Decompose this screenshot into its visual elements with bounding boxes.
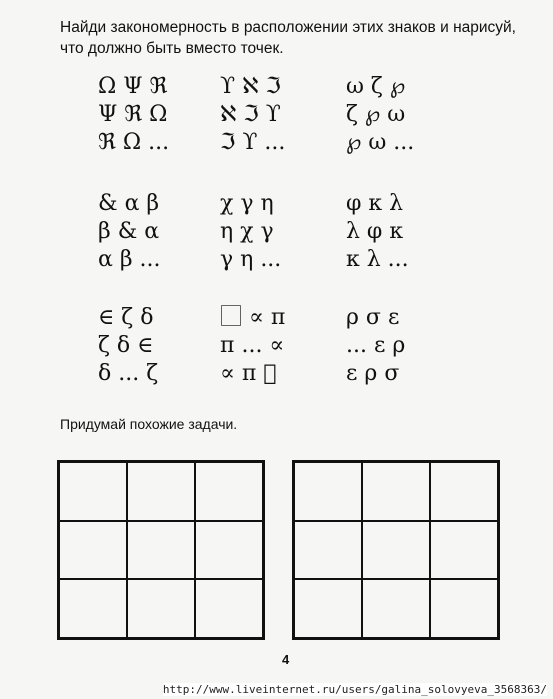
puzzle-8 <box>220 304 285 388</box>
grid-cell[interactable] <box>294 462 362 521</box>
puzzle-row: ℑ ϒ ... <box>220 130 286 155</box>
prompt-text: Придумай похожие задачи. <box>60 416 238 432</box>
answer-grid-left[interactable] <box>57 460 265 640</box>
grid-cell[interactable] <box>195 462 263 521</box>
grid-cell[interactable] <box>59 521 127 580</box>
puzzle-row: ∈ ζ δ <box>98 305 154 330</box>
puzzle-7 <box>98 304 158 388</box>
grid-cell[interactable] <box>127 521 195 580</box>
puzzle-row: α β ... <box>98 247 161 272</box>
puzzle-row: ... ε ρ <box>346 333 406 358</box>
puzzle-row: ⃞ ∝ π <box>220 305 286 330</box>
puzzle-row: ζ ℘ ω <box>346 102 406 127</box>
puzzle-row: Ω Ψ ℜ <box>98 74 168 99</box>
puzzle-row: ρ σ ε <box>346 305 400 330</box>
puzzle-row: γ η ... <box>220 247 282 272</box>
puzzle-row: ζ δ ∈ <box>98 333 154 358</box>
grid-cell[interactable] <box>127 579 195 638</box>
puzzle-row: η χ γ <box>220 219 274 244</box>
grid-cell[interactable] <box>59 579 127 638</box>
answer-grid-right[interactable] <box>292 460 500 640</box>
puzzle-row: φ κ λ <box>346 191 404 216</box>
puzzle-row: ω ζ ℘ <box>346 74 406 99</box>
grid-cell[interactable] <box>362 521 430 580</box>
puzzle-6 <box>346 190 409 274</box>
grid-cell[interactable] <box>362 579 430 638</box>
puzzle-9 <box>346 304 405 388</box>
puzzle-row: π ... ∝ <box>220 333 285 358</box>
puzzle-row: ℵ ℑ ϒ <box>220 102 281 127</box>
grid-cell[interactable] <box>195 579 263 638</box>
grid-cell[interactable] <box>430 521 498 580</box>
page-number: 4 <box>282 652 290 667</box>
grid-cell[interactable] <box>294 521 362 580</box>
puzzle-row: κ λ ... <box>346 247 409 272</box>
puzzle-row: χ γ η <box>220 191 274 216</box>
puzzle-row: ε ρ σ <box>346 361 400 386</box>
grid-cell[interactable] <box>195 521 263 580</box>
grid-cell[interactable] <box>430 579 498 638</box>
puzzle-1 <box>98 73 169 157</box>
puzzle-3 <box>346 73 414 157</box>
instruction-text: Найди закономерность в расположении этих знаков и нарисуй, что должно быть вместо точек. <box>60 19 516 57</box>
puzzle-row: ϒ ℵ ℑ <box>220 74 281 99</box>
puzzle-row: Ψ ℜ Ω <box>98 102 168 127</box>
grid-cell[interactable] <box>59 462 127 521</box>
footer-url[interactable]: http://www.liveinternet.ru/users/galina_solovyeva_3568363/ <box>162 683 547 696</box>
puzzle-row: & α β <box>98 191 160 216</box>
puzzle-5 <box>220 190 281 274</box>
puzzle-row: ∝ π ⃞ <box>220 361 277 386</box>
grid-cell[interactable] <box>362 462 430 521</box>
grid-cell[interactable] <box>294 579 362 638</box>
grid-cell[interactable] <box>430 462 498 521</box>
puzzle-2 <box>220 73 285 157</box>
puzzle-4 <box>98 190 161 274</box>
puzzle-row: λ φ κ <box>346 219 404 244</box>
puzzle-row: ℜ Ω ... <box>98 130 170 155</box>
grid-cell[interactable] <box>127 462 195 521</box>
puzzle-row: δ ... ζ <box>98 361 159 386</box>
puzzle-row: β & α <box>98 219 160 244</box>
puzzle-row: ℘ ω ... <box>346 130 415 155</box>
